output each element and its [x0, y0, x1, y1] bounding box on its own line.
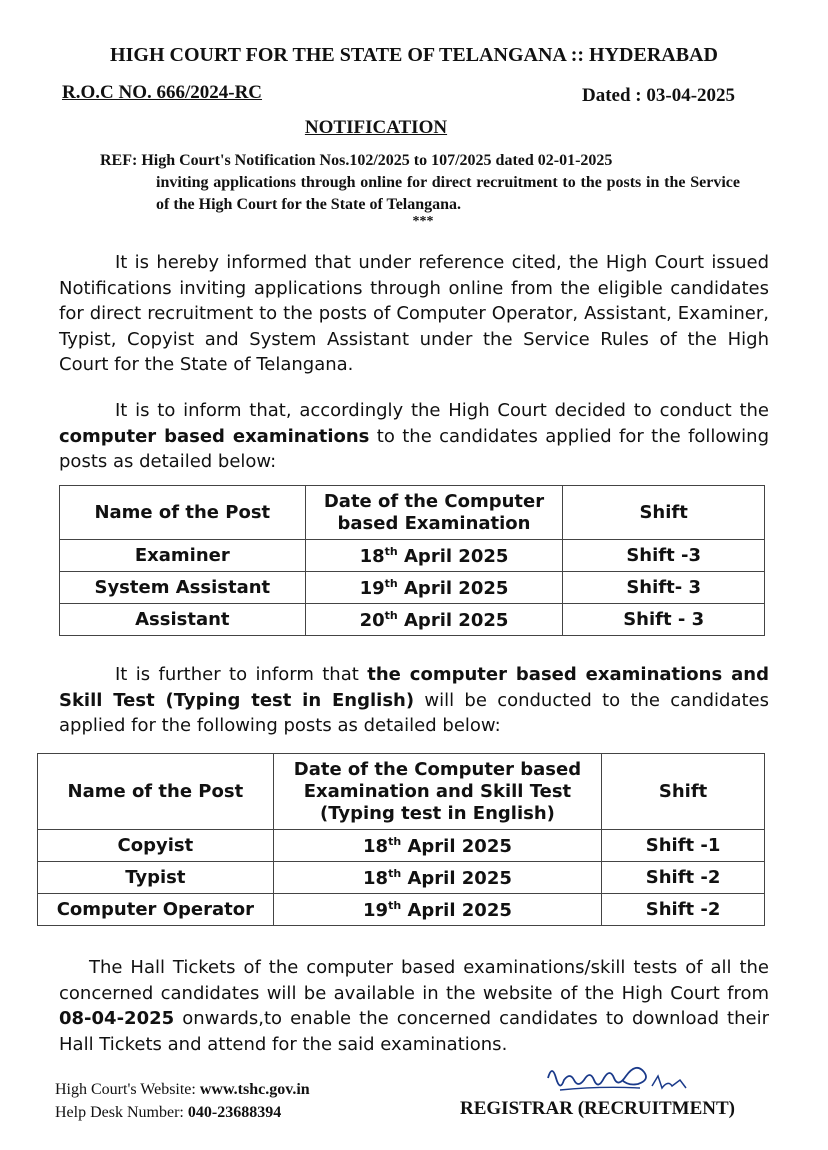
paragraph-hall-bold: 08-04-2025 [59, 1008, 175, 1029]
date-suffix: th [388, 898, 402, 912]
separator-stars: *** [412, 214, 434, 229]
date-suffix: th [384, 576, 398, 590]
signature-date-scrawl [652, 1076, 686, 1088]
table-row [38, 830, 765, 862]
notification-heading: NOTIFICATION [304, 117, 448, 138]
document-title: HIGH COURT FOR THE STATE OF TELANGANA :: HYDERABAD [110, 44, 718, 66]
reference-label: REF: High Court's Notification Nos.102/2025 to 107/2025 dated 02-01-2025 [100, 152, 613, 169]
registrar-designation: REGISTRAR (RECRUITMENT) [460, 1098, 735, 1119]
footer-contacts [55, 1078, 310, 1124]
signature-stroke [548, 1068, 646, 1086]
date-day: 19 [363, 899, 389, 921]
table-row [38, 894, 765, 926]
table-row [60, 604, 765, 636]
post-cell: Copyist [38, 830, 274, 862]
shift-cell: Shift - 3 [563, 604, 765, 636]
paragraph-intro [59, 250, 769, 378]
reference-body: inviting applications through online for direct recruitment to the posts in the Service of the High Court for the State of Telangana. [156, 174, 740, 213]
paragraph-cbe [59, 398, 769, 475]
website-label: High Court's Website: [55, 1081, 196, 1098]
shift-cell: Shift -3 [563, 540, 765, 572]
date-suffix: th [388, 866, 402, 880]
date-month-year: April 2025 [407, 899, 512, 921]
signature-underline [560, 1087, 640, 1090]
date-suffix: th [384, 608, 398, 622]
website-link[interactable]: www.tshc.gov.in [199, 1081, 310, 1098]
exam-table-1 [59, 485, 765, 636]
date-month-year: April 2025 [404, 577, 509, 599]
paragraph-skill-bold: the computer based examinations and Skill Test (Typing test in English) [59, 664, 769, 711]
table-row [60, 540, 765, 572]
table-header-cell: Shift [563, 486, 765, 540]
table-header-cell: Name of the Post [38, 754, 274, 830]
date-day: 18 [359, 545, 385, 567]
roc-number: R.O.C NO. 666/2024-RC [62, 82, 263, 103]
paragraph-cbe-bold: computer based examinations [59, 425, 370, 447]
date-cell [305, 572, 563, 604]
paragraph-skill-pre: It is further to inform that [115, 664, 359, 685]
paragraph-intro-text: It is hereby informed that under reference cited, the High Court issued Notifications inviting applications through online from the eligible candidates for direct recruitment to the posts of Computer Operator, Assistant, Examiner, Typist, Copyist and System Assistant under the Service Rules of the High Court for the State of Telangana. [59, 252, 769, 375]
paragraph-cbe-pre: It is to inform that, accordingly the High Court decided to conduct the [115, 400, 769, 421]
post-cell: Examiner [60, 540, 306, 572]
paragraph-hall-tickets [59, 955, 769, 1057]
table-row [38, 862, 765, 894]
post-cell: Typist [38, 862, 274, 894]
post-cell: Assistant [60, 604, 306, 636]
table-header-cell: Name of the Post [60, 486, 306, 540]
paragraph-cbe-post: to the candidates applied for the following posts as detailed below: [59, 425, 769, 472]
date-line: Dated : 03-04-2025 [582, 85, 736, 106]
post-cell: Computer Operator [38, 894, 274, 926]
paragraph-hall-post: onwards,to enable the concerned candidates to download their Hall Tickets and attend for the said examinations. [59, 1008, 770, 1055]
date-cell [273, 894, 602, 926]
shift-cell: Shift -2 [602, 862, 765, 894]
paragraph-skill-post: will be conducted to the candidates applied for the following posts as detailed below: [59, 689, 769, 736]
table-header-cell: Date of the Computer based Examination and Skill Test (Typing test in English) [273, 754, 602, 830]
helpdesk-line [55, 1101, 310, 1124]
table-header-cell: Date of the Computer based Examination [305, 486, 563, 540]
date-month-year: April 2025 [404, 609, 509, 631]
date-month-year: April 2025 [404, 545, 509, 567]
signature-image [540, 1058, 710, 1098]
shift-cell: Shift -2 [602, 894, 765, 926]
helpdesk-label: Help Desk Number: [55, 1104, 184, 1121]
paragraph-hall-pre: The Hall Tickets of the computer based examinations/skill tests of all the concerned candidates will be available in the website of the High Court from [59, 957, 769, 1004]
date-day: 18 [363, 867, 389, 889]
shift-cell: Shift -1 [602, 830, 765, 862]
helpdesk-number: 040-23688394 [187, 1104, 282, 1121]
table-header-row [60, 486, 765, 540]
date-suffix: th [388, 834, 402, 848]
reference-block [100, 150, 740, 216]
date-day: 19 [359, 577, 385, 599]
date-suffix: th [384, 544, 398, 558]
date-month-year: April 2025 [407, 867, 512, 889]
date-cell [305, 604, 563, 636]
paragraph-skill-test [59, 662, 769, 739]
table-header-cell: Shift [602, 754, 765, 830]
website-line [55, 1078, 310, 1101]
date-cell [273, 862, 602, 894]
table-row [60, 572, 765, 604]
table-header-row [38, 754, 765, 830]
date-month-year: April 2025 [407, 835, 512, 857]
post-cell: System Assistant [60, 572, 306, 604]
exam-table-2 [37, 753, 765, 926]
date-cell [273, 830, 602, 862]
shift-cell: Shift- 3 [563, 572, 765, 604]
date-day: 18 [363, 835, 389, 857]
date-day: 20 [359, 609, 385, 631]
date-cell [305, 540, 563, 572]
